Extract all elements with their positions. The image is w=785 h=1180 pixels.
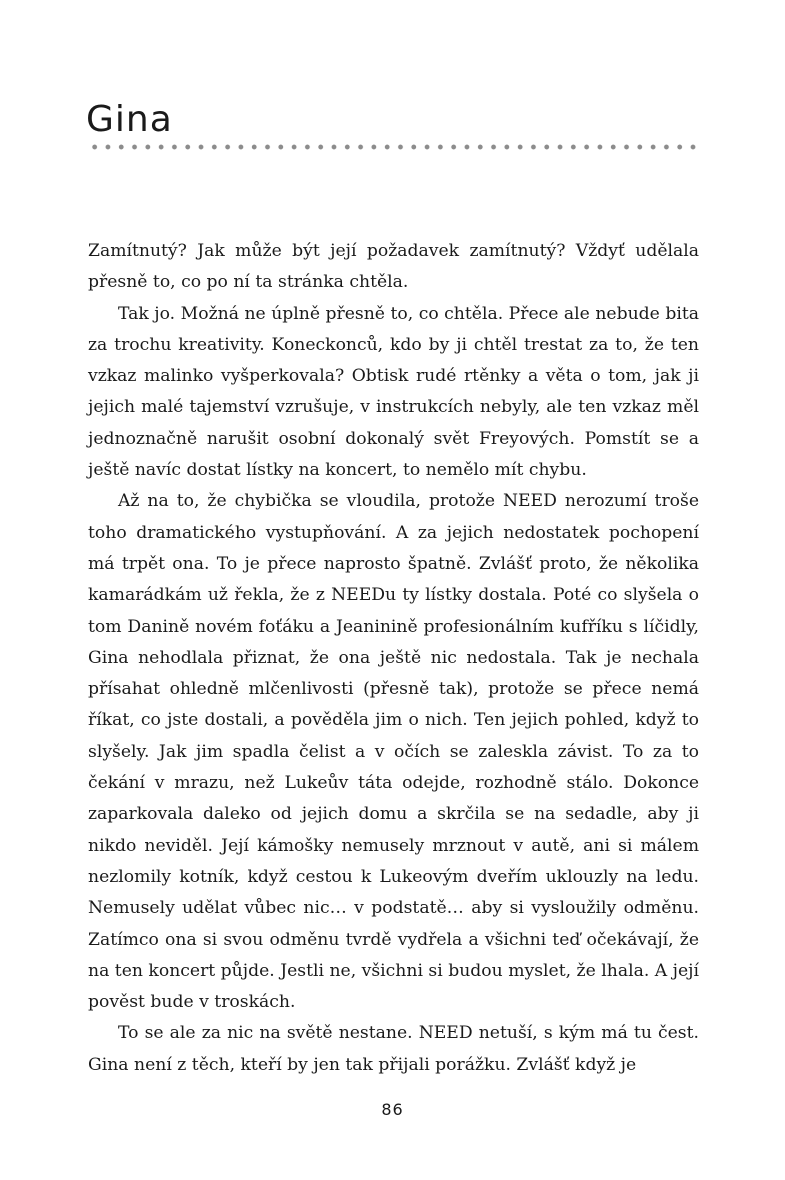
paragraph: Zamítnutý? Jak může být její požadavek zamítnutý? Vždyť udělala přesně to, co po ní ta stránka chtěla. bbox=[88, 241, 699, 293]
page-number: 86 bbox=[381, 1100, 404, 1119]
paragraph: Tak jo. Možná ne úplně přesně to, co chtěla. Přece ale nebude bita za trochu kreativity. Koneckonců, kdo by ji chtěl trestat za to, že ten vzkaz malinko vyšperkovala? Obtisk rudé rtěnky a věta o tom, jak ji jejich malé tajemství vzrušuje, v instrukcích nebyly, ale ten vzkaz měl jednoznačně narušit osobní dokonalý svět Freyových. Pomstít se a ještě navíc dostat lístky na koncert, to nemělo mít chybu. bbox=[88, 303, 699, 481]
paragraph: To se ale za nic na světě nestane. NEED netuší, s kým má tu čest. Gina není z těch, kteří by jen tak přijali porážku. Zvlášť když je bbox=[88, 1023, 699, 1075]
dotted-divider bbox=[88, 144, 698, 150]
paragraph: Až na to, že chybička se vloudila, protože NEED nerozumí troše toho dramatického vystupňování. A za jejich nedostatek pochopení má trpět ona. To je přece naprosto špatně. Zvlášť proto, že několika kamarádkám už řekla, že z NEEDu ty lístky dostala. Poté co slyšela o tom Danině novém foťáku a Jeaninině profesionálním kufříku s líčidly, Gina nehodlala přiznat, že ona ještě nic nedostala. Tak je nechala přísahat ohledně mlčenlivosti (přesně tak), protože se přece nemá říkat, co jste dostali, a pověděla jim o nich. Ten jejich pohled, když to slyšely. Jak jim spadla čelist a v očích se zaleskla závist. To za to čekání v mrazu, než Lukeův táta odejde, rozhodně stálo. Dokonce zaparkovala daleko od jejich domu a skrčila se na sedadle, aby ji nikdo neviděl. Její kámošky nemusely mrznout v autě, ani si málem nezlomily kotník, když cestou k Lukeovým dveřím uklouzly na ledu. Nemusely udělat vůbec nic… v podstatě… aby si vysloužily odměnu. Zatímco ona si svou odměnu tvrdě vydřela a všichni teď očekávají, že na ten koncert půjde. Jestli ne, všichni si budou myslet, že lhala. A její pověst bude v troskách. bbox=[88, 491, 699, 1013]
chapter-title: Gina bbox=[86, 99, 173, 140]
body-text bbox=[88, 236, 699, 1081]
